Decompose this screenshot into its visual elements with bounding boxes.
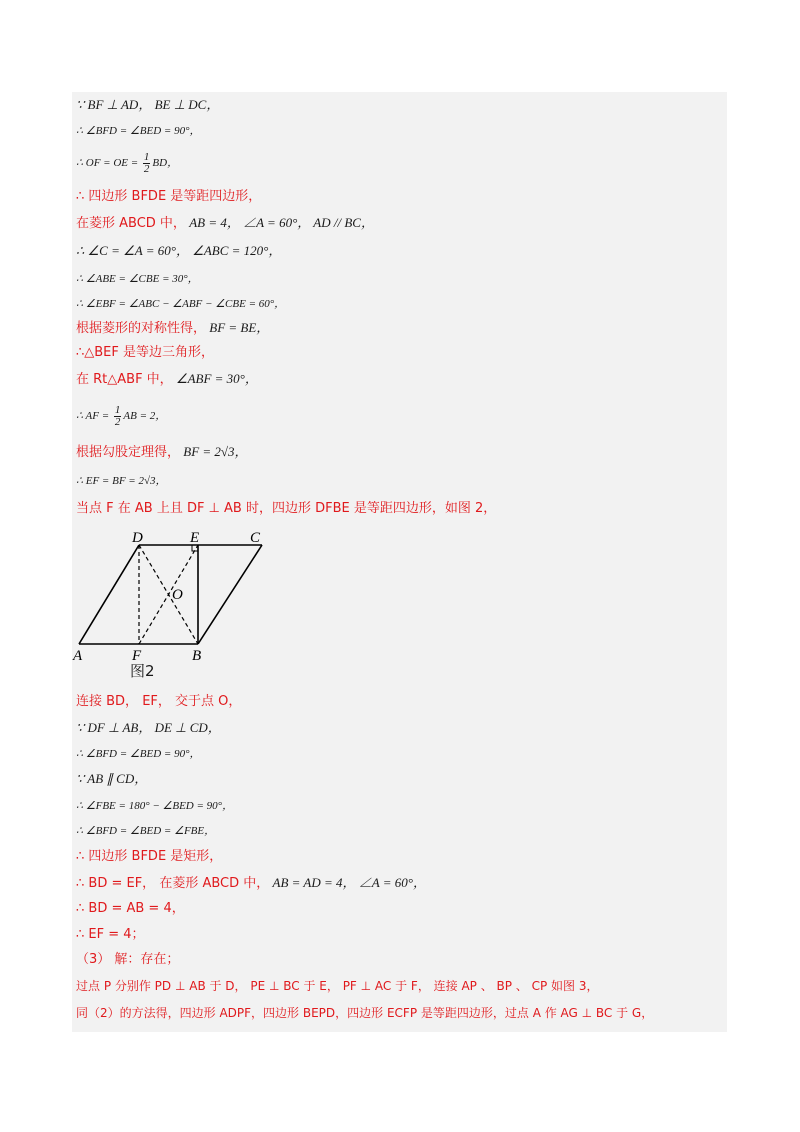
solution-line: ∴ BD = AB = 4， xyxy=(76,901,185,916)
solution-line: ∴ ∠BFD = ∠BED = ∠FBE， xyxy=(76,825,216,837)
label-d: D xyxy=(132,530,143,546)
solution-line: ∴ EF = 4； xyxy=(76,927,145,942)
label-f: F xyxy=(132,648,142,664)
solution-line: 连接 BD， EF， 交于点 O， xyxy=(76,694,242,709)
label-o: O xyxy=(172,587,183,603)
solution-line: ∵ BF ⊥ AD， BE ⊥ DC， xyxy=(76,97,220,112)
solution-line: 在 Rt△ABF 中， ∠ABF = 30°， xyxy=(76,371,258,387)
solution-line: ∴ ∠BFD = ∠BED = 90°， xyxy=(76,125,201,137)
label-e: E xyxy=(190,530,200,546)
fraction: $\frac{1}{2}$ xyxy=(143,151,150,175)
solution-line: ∴ 四边形 BFDE 是等距四边形， xyxy=(76,189,262,204)
solution-line: ∵ AB ∥ CD， xyxy=(76,771,148,786)
solution-line: ∴ BD = EF， 在菱形 ABCD 中， AB = AD = 4， ∠A = 60°， xyxy=(76,875,426,891)
solution-line: ∴ OF = OE = $\frac{1}{2}$ BD， xyxy=(76,151,179,175)
solution-line: ∴ ∠EBF = ∠ABC − ∠ABF − ∠CBE = 60°， xyxy=(76,298,286,310)
geometry-figure xyxy=(72,528,272,683)
solution-line: 过点 P 分别作 PD ⊥ AB 于 D， PE ⊥ BC 于 E， PF ⊥ AC 于 F， 连接 AP 、 BP 、 CP 如图 3， xyxy=(76,979,599,993)
solution-line: 在菱形 ABCD 中， AB = 4， ∠A = 60°， AD // BC， xyxy=(76,215,374,231)
label-a: A xyxy=(73,648,83,664)
solution-line: 同（2）的方法得，四边形 ADPF，四边形 BEPD，四边形 ECFP 是等距四边形，过点 A 作 AG ⊥ BC 于 G， xyxy=(76,1006,654,1020)
label-c: C xyxy=(250,530,261,546)
solution-line: ∴ 四边形 BFDE 是矩形， xyxy=(76,849,223,864)
fraction: $\frac{1}{2}$ xyxy=(114,404,121,428)
solution-line: （3） 解：存在； xyxy=(76,952,180,967)
solution-line: ∴△BEF 是等边三角形， xyxy=(76,345,215,360)
solution-line: ∴ ∠C = ∠A = 60°， ∠ABC = 120°， xyxy=(76,243,282,258)
solution-line: ∴ AF = $\frac{1}{2}$ AB = 2， xyxy=(76,404,167,428)
solution-line: ∴ ∠BFD = ∠BED = 90°， xyxy=(76,748,201,760)
solution-line: 当点 F 在 AB 上且 DF ⊥ AB 时，四边形 DFBE 是等距四边形，如图 2， xyxy=(76,501,497,516)
solution-line: 根据菱形的对称性得， BF = BE， xyxy=(76,320,270,336)
solution-line: ∴ EF = BF = 2√3， xyxy=(76,475,167,487)
solution-line: 根据勾股定理得， BF = 2√3， xyxy=(76,444,248,460)
solution-line: ∵ DF ⊥ AB， DE ⊥ CD， xyxy=(76,720,221,735)
solution-line: ∴ ∠FBE = 180° − ∠BED = 90°， xyxy=(76,800,234,812)
label-b: B xyxy=(192,648,202,664)
figure-caption: 图2 xyxy=(130,662,155,680)
solution-line: ∴ ∠ABE = ∠CBE = 30°， xyxy=(76,273,199,285)
